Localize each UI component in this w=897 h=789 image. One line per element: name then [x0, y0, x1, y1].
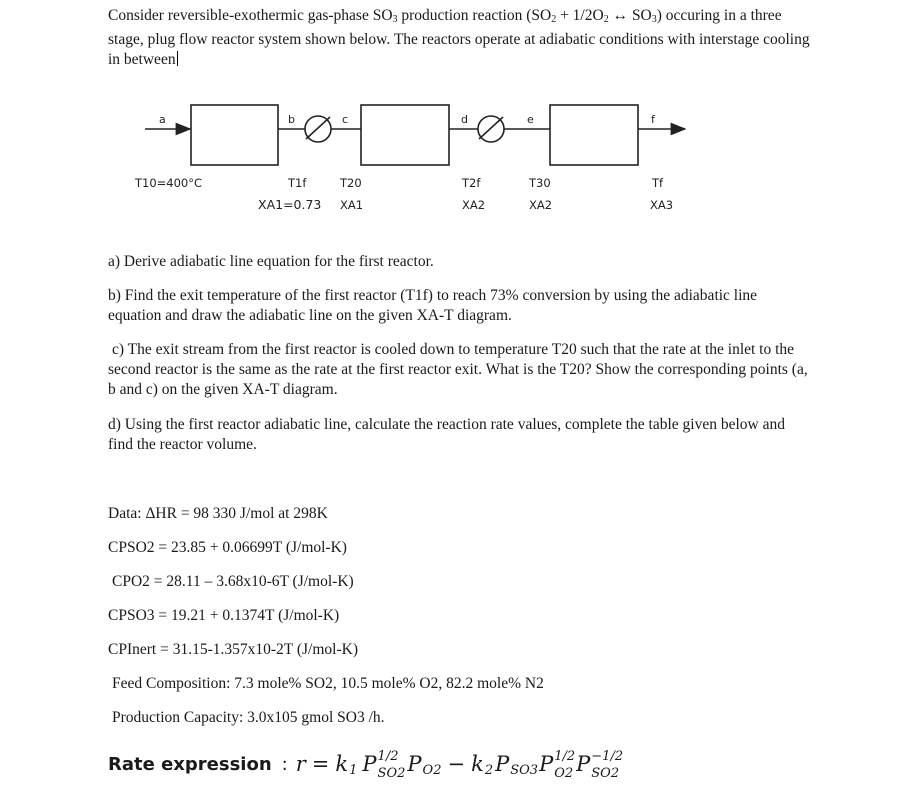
- intro-line-1: Consider reversible-exothermic gas-phase $SO_3$ production reaction ($SO_2 + 1/2O_2$ ↔ $SO_3$) occuring in a three: [108, 7, 782, 25]
- question-c: c) The exit stream from the first reactor is cooled down to temperature T20 such that the rate at the inlet to the second reactor is the same as the rate at the first reactor exit. What is the T20? Show the corresponding points (a, b and c) on the given XA-T diagram.: [108, 341, 808, 398]
- intro-line-2: stage, plug flow reactor system shown below. The reactors operate at adiabatic conditions with interstage cooling: [108, 31, 810, 48]
- question-b: b) Find the exit temperature of the first reactor (T1f) to reach 73% conversion by using the adiabatic line equation and draw the adiabatic line on the given XA-T diagram.: [108, 287, 758, 324]
- rate-colon: :: [281, 753, 288, 775]
- inlet-temp-label: T10=400°C: [135, 176, 203, 190]
- t30-label: T30: [529, 176, 551, 190]
- xa1-label: XA1: [340, 198, 364, 212]
- stream-label-c: c: [342, 113, 349, 126]
- rate-equation: r = k 1 P 1/2 SO2 P O2 − k 2 P SO3 P 1/2 O2 P −1/2 SO2: [295, 749, 624, 781]
- data-dhr: Data: ΔHR = 98 330 J/mol at 298K: [108, 505, 328, 522]
- xa2-label-2: XA2: [529, 198, 553, 212]
- stream-label-f: f: [651, 113, 655, 126]
- t2f-label: T2f: [462, 176, 481, 190]
- data-cpinert: CPInert = 31.15-1.357x10-2T (J/mol-K): [108, 641, 358, 658]
- reactor-3: [550, 105, 638, 165]
- xa3-label: XA3: [650, 198, 674, 212]
- data-cpso2: CPSO2 = 23.85 + 0.06699T (J/mol-K): [108, 539, 347, 556]
- rate-expression: [108, 749, 624, 781]
- stream-label-d: d: [461, 113, 468, 126]
- xa1-conversion-label: XA1=0.73: [258, 197, 322, 212]
- stream-label-a: a: [159, 113, 166, 126]
- data-capacity: Production Capacity: 3.0x105 gmol SO3 /h.: [112, 709, 385, 726]
- intro-line-3: in between: [108, 51, 176, 68]
- data-feed: Feed Composition: 7.3 mole% SO2, 10.5 mole% O2, 82.2 mole% N2: [112, 675, 544, 692]
- stream-label-e: e: [527, 113, 534, 126]
- cooler-2-diagonal: [479, 117, 503, 139]
- data-cpso3: CPSO3 = 19.21 + 0.1374T (J/mol-K): [108, 607, 340, 624]
- rate-label: Rate expression: [108, 753, 272, 775]
- xa2-label-1: XA2: [462, 198, 486, 212]
- stream-label-b: b: [288, 113, 295, 126]
- question-a: a) Derive adiabatic line equation for the first reactor.: [108, 253, 434, 270]
- tf-label: Tf: [652, 176, 664, 190]
- t1f-label: T1f: [288, 176, 307, 190]
- question-d: d) Using the first reactor adiabatic line, calculate the reaction rate values, complete the table given below and find the reactor volume.: [108, 416, 785, 453]
- data-cpo2: CPO2 = 28.11 – 3.68x10-6T (J/mol-K): [112, 573, 354, 590]
- cooler-1-diagonal: [306, 117, 330, 139]
- reactor-diagram: [0, 0, 897, 230]
- reactor-2: [361, 105, 449, 165]
- t20-label: T20: [340, 176, 362, 190]
- reactor-1: [191, 105, 278, 165]
